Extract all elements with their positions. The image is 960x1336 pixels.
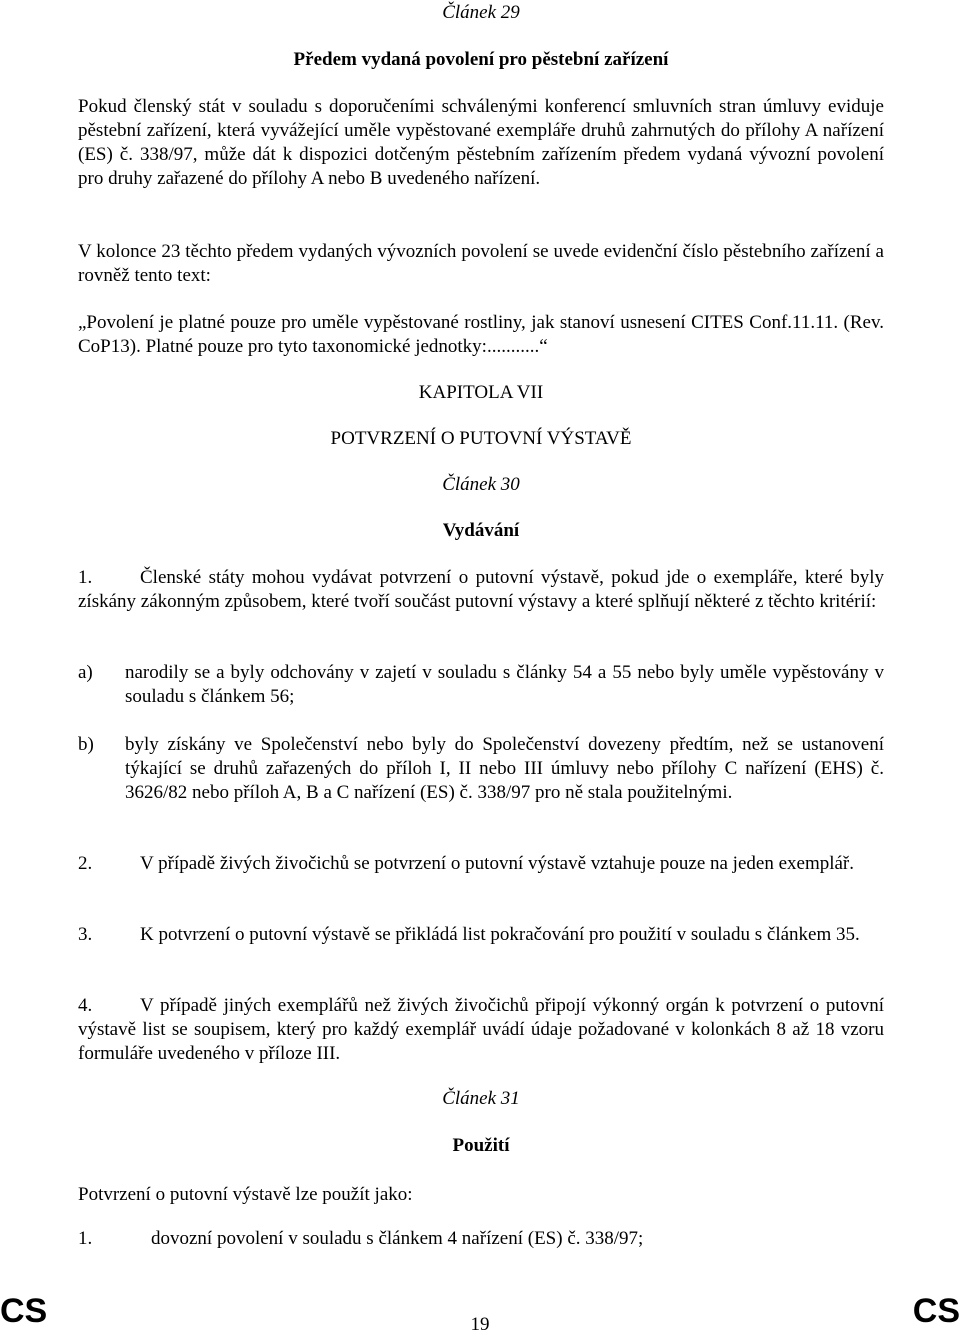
article-29-quote: „Povolení je platné pouze pro uměle vypěstované rostliny, jak stanoví usnesení CITES Conf.11.11. (Rev. CoP13). Platné pouze pro tyto taxonomické jednotky:...........“ — [78, 312, 884, 357]
article-30-paragraph-3 — [78, 923, 884, 947]
list-item-number: 1. — [78, 1228, 93, 1249]
article-31-intro: Potvrzení o putovní výstavě lze použít jako: — [78, 1184, 413, 1205]
chapter-title: POTVRZENÍ O PUTOVNÍ VÝSTAVĚ — [330, 428, 632, 449]
paragraph-text: K potvrzení o putovní výstavě se přikládá list pokračování pro použití v souladu s článkem 35. — [140, 924, 860, 945]
chapter-label: KAPITOLA VII — [418, 382, 544, 403]
paragraph-number: 3. — [78, 924, 93, 945]
footer-language-code-right: CS — [912, 1292, 960, 1330]
article-30-heading: Článek 30 — [442, 474, 520, 495]
list-item-a — [78, 661, 884, 709]
paragraph-number: 4. — [78, 995, 93, 1016]
page-number: 19 — [470, 1314, 490, 1335]
paragraph-number: 1. — [78, 567, 93, 588]
article-29-paragraph-2: V kolonce 23 těchto předem vydaných vývozních povolení se uvede evidenční číslo pěstebního zařízení a rovněž tento text: — [78, 241, 884, 286]
paragraph-text: V případě živých živočichů se potvrzení o putovní výstavě vztahuje pouze na jeden exemplář. — [140, 853, 855, 874]
list-item-b — [78, 733, 884, 805]
paragraph-text: Členské státy mohou vydávat potvrzení o putovní výstavě, pokud jde o exempláře, které byly získány zákonným způsobem, které tvoří součást putovní výstavy a které splňují některé z těchto kritérií: — [78, 567, 884, 612]
article-30-paragraph-1 — [78, 566, 884, 614]
article-31-item-1 — [78, 1227, 884, 1251]
list-item-label: b) — [78, 734, 94, 755]
list-item-text: narodily se a byly odchovány v zajetí v souladu s články 54 a 55 nebo byly uměle vypěstovány v souladu s článkem 56; — [125, 662, 884, 707]
article-30-title: Vydávání — [442, 520, 520, 541]
list-item-label: a) — [78, 662, 93, 683]
list-item-text: byly získány ve Společenství nebo byly do Společenství dovezeny předtím, než se ustanovení týkající se druhů zařazených do příloh I, II nebo III úmluvy nebo přílohy C nařízení (EHS) č. 3626/82 nebo příloh A, B a C nařízení (ES) č. 338/97 pro ně stala použitelnými. — [125, 734, 884, 803]
article-30-paragraph-4 — [78, 994, 884, 1066]
article-29-title: Předem vydaná povolení pro pěstební zařízení — [293, 49, 669, 70]
paragraph-number: 2. — [78, 853, 93, 874]
article-30-paragraph-2 — [78, 852, 884, 876]
list-item-text: dovozní povolení v souladu s článkem 4 nařízení (ES) č. 338/97; — [151, 1228, 644, 1249]
article-29-heading: Článek 29 — [442, 2, 520, 23]
footer-language-code-left: CS — [0, 1292, 48, 1330]
paragraph-text: V případě jiných exemplářů než živých živočichů připojí výkonný orgán k potvrzení o putovní výstavě list se soupisem, který pro každý exemplář uvádí údaje požadované v kolonkách 8 až 18 vzoru formuláře uvedeného v příloze III. — [78, 995, 884, 1064]
article-31-title: Použití — [452, 1135, 510, 1156]
article-31-heading: Článek 31 — [442, 1088, 520, 1109]
article-29-paragraph-1: Pokud členský stát v souladu s doporučeními schválenými konferencí smluvních stran úmluvy eviduje pěstební zařízení, která vyvážející uměle vypěstované exempláře druhů zahrnutých do přílohy A nařízení (ES) č. 338/97, může dát k dispozici dotčeným pěstebním zařízením předem vydaná vývozní povolení pro druhy zařazené do přílohy A nebo B uvedeného nařízení. — [78, 96, 884, 189]
